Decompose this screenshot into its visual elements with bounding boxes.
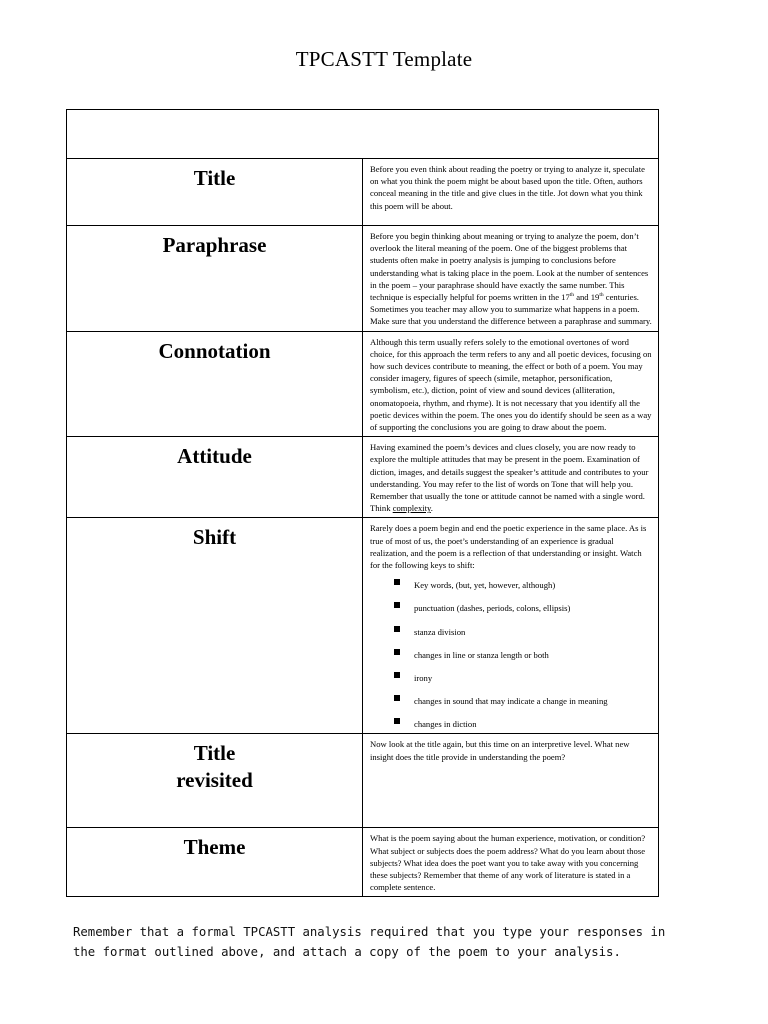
paraphrase-sup-a: th [569,292,575,299]
shift-keys-list [370,579,652,730]
attitude-emphasis: complexity [392,503,431,514]
shift-key-text: changes in line or stanza length or both [414,649,549,660]
title-revisited-line1: Title [193,741,236,766]
desc-shift [363,518,659,734]
shift-text: Rarely does a poem begin and end the poetic experience in the same place. As is true of most of us, the poet’s understanding of an experience is gradual realization, and the poem is a reflection of that understanding or insight. Watch for the following keys to shift: [370,523,647,571]
header-row [67,110,659,159]
square-bullet-icon [394,649,400,655]
list-item [394,718,652,730]
row-paraphrase [67,226,659,332]
square-bullet-icon [394,718,400,724]
shift-key-text: irony [414,673,433,684]
paraphrase-text-a: Before you begin thinking about meaning or trying to analyze the poem, don’t overlook the literal meaning of the poem. One of the biggest problems that students often make in poetry analysis is jumping to conclusions before understanding what is taking place in the poem. Look at the number of sentences in the poem – your paraphrase should have exactly the same number. This technique is especially helpful for poems written in the 17 [370,231,649,303]
label-title-revisited [67,734,363,828]
shift-key-text: Key words, (but, yet, however, although) [414,580,556,591]
shift-key-text: changes in sound that may indicate a change in meaning [414,696,608,707]
label-paraphrase: Paraphrase [67,226,363,332]
shift-key-text: changes in diction [414,719,477,730]
list-item [394,602,652,625]
paraphrase-text-c: centuries. Sometimes you teacher may allow you to summarize what happens in a poem. Make sure that you understand the difference between a paraphrase and summary. [370,292,652,327]
row-shift [67,518,659,734]
paraphrase-text-b: and 19 [574,292,600,303]
list-item [394,579,652,602]
label-title: Title [67,159,363,226]
row-theme [67,828,659,897]
footer-note: Remember that a formal TPCASTT analysis required that you type your responses in the format outlined above, and attach a copy of the poem to your analysis. [73,925,666,959]
square-bullet-icon [394,672,400,678]
list-item [394,649,652,672]
list-item [394,695,652,718]
list-item [394,672,652,695]
list-item [394,626,652,649]
row-connotation [67,331,659,437]
row-attitude [67,437,659,518]
attitude-end: . [430,503,433,514]
page-title: TPCASTT Template [295,47,473,71]
paraphrase-sup-b: th [599,292,604,299]
square-bullet-icon [394,579,400,585]
title-revisited-line2: revisited [176,768,253,793]
desc-title: Before you even think about reading the poetry or trying to analyze it, speculate on what you think the poem might be about based upon the title. Often, authors conceal meaning in the title and give clues in the title. Jot down what you think this poem will be about. [363,159,659,226]
attitude-text: Having examined the poem’s devices and clues closely, you are now ready to explore the multiple attitudes that may be present in the poem. Examination of diction, images, and details suggest the speaker’s attitude and contributes to your understanding. You may refer to the list of words on Tone that will help you. Remember that usually the tone or attitude cannot be named with a single word. Think [370,442,649,514]
header-blank-cell [67,110,659,159]
square-bullet-icon [394,602,400,608]
desc-paraphrase [363,226,659,332]
desc-connotation: Although this term usually refers solely to the emotional overtones of word choice, for this approach the term refers to any and all poetic devices, focusing on how such devices contribute to meaning, the effect or both of a poem. You may consider imagery, figures of speech (simile, metaphor, personification, symbolism, etc.), diction, point of view and sound devices (alliteration, onomatopoeia, rhythm, and rhyme). It is not necessary that you identify all the poetic devices within the poem. The ones you do identify should be seen as a way of supporting the conclusions you are going to draw about the poem. [363,331,659,437]
shift-key-text: punctuation (dashes, periods, colons, ellipsis) [414,603,571,614]
row-title-revisited [67,734,659,828]
square-bullet-icon [394,695,400,701]
label-connotation: Connotation [67,331,363,437]
desc-title-revisited: Now look at the title again, but this time on an interpretive level. What new insight does the title provide in understanding the poem? [363,734,659,828]
label-theme: Theme [67,828,363,897]
desc-theme: What is the poem saying about the human experience, motivation, or condition? What subject or subjects does the poem address? What do you learn about those subjects? What idea does the poet want you to take away with you concerning these subjects? Remember that theme of any work of literature is stated in a complete sentence. [363,828,659,897]
desc-attitude [363,437,659,518]
square-bullet-icon [394,626,400,632]
row-title [67,159,659,226]
tpcastt-table [66,109,659,897]
label-attitude: Attitude [67,437,363,518]
shift-key-text: stanza division [414,626,466,637]
label-shift: Shift [67,518,363,734]
